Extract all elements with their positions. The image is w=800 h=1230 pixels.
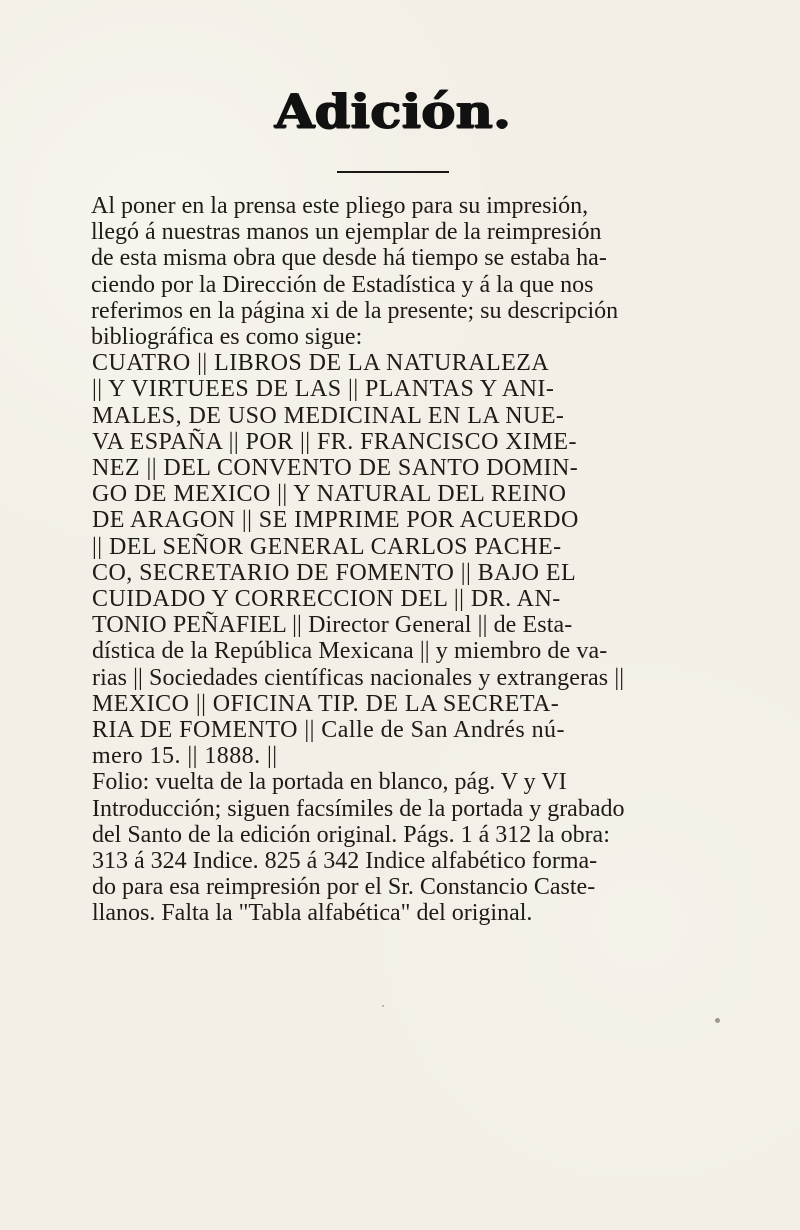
bib-line-16: mero 15. || 1888. ||: [92, 743, 278, 770]
paper-speck: [382, 1005, 384, 1007]
folio-paragraph: [72, 769, 728, 926]
bib-line-13: rias || Sociedades científicas nacionales y extrangeras ||: [92, 664, 625, 691]
bib-line-1: CUATRO || LIBROS DE LA NATURALEZA: [92, 350, 550, 377]
bib-line-11: TONIO PEÑAFIEL || Director General || de Esta-: [92, 612, 573, 639]
bib-line-7: DE ARAGON || SE IMPRIME POR ACUERDO: [92, 507, 579, 534]
paper-dot: [715, 1018, 720, 1023]
folio-line-5: do para esa reimpresión por el Sr. Constancio Caste-: [92, 874, 596, 901]
intro-paragraph: [72, 193, 728, 350]
document-body: [72, 193, 728, 927]
intro-line-6: bibliográfica es como sigue:: [91, 324, 363, 351]
bibliographic-description: [72, 350, 728, 769]
bib-line-4: VA ESPAÑA || POR || FR. FRANCISCO XIME-: [92, 428, 577, 455]
document-heading: Adición.: [274, 84, 512, 140]
folio-line-6: llanos. Falta la "Tabla alfabética" del original.: [92, 900, 533, 927]
bib-line-6: GO DE MEXICO || Y NATURAL DEL REINO: [92, 481, 567, 508]
intro-line-5: referimos en la página xi de la presente; su descripción: [91, 297, 619, 324]
folio-line-2: Introducción; siguen facsímiles de la portada y grabado: [92, 795, 625, 822]
bib-line-15: RIA DE FOMENTO || Calle de San Andrés nú-: [92, 717, 565, 744]
bib-line-14: MEXICO || OFICINA TIP. DE LA SECRETA-: [92, 690, 560, 717]
intro-line-1: Al poner en la prensa este pliego para su impresión,: [91, 193, 589, 219]
intro-line-2: llegó á nuestras manos un ejemplar de la reimpresión: [91, 219, 602, 246]
heading-divider: [337, 171, 449, 173]
folio-line-4: 313 á 324 Indice. 825 á 342 Indice alfabético forma-: [92, 848, 598, 875]
folio-line-1: Folio: vuelta de la portada en blanco, pág. V y VI: [92, 769, 567, 796]
bib-line-5: NEZ || DEL CONVENTO DE SANTO DOMIN-: [92, 455, 579, 482]
bib-line-3: MALES, DE USO MEDICINAL EN LA NUE-: [92, 402, 565, 429]
intro-line-4: ciendo por la Dirección de Estadística y á la que nos: [91, 271, 594, 298]
bib-line-2: || Y VIRTUEES DE LAS || PLANTAS Y ANI-: [92, 376, 555, 403]
folio-line-3: del Santo de la edición original. Págs. 1 á 312 la obra:: [92, 821, 610, 848]
intro-line-3: de esta misma obra que desde há tiempo se estaba ha-: [91, 245, 607, 272]
bib-line-12: dística de la República Mexicana || y miembro de va-: [92, 638, 608, 665]
bib-line-8: || DEL SEÑOR GENERAL CARLOS PACHE-: [92, 533, 562, 560]
bib-line-9: CO, SECRETARIO DE FOMENTO || BAJO EL: [92, 559, 577, 586]
bib-line-10: CUIDADO Y CORRECCION DEL || DR. AN-: [92, 586, 561, 613]
